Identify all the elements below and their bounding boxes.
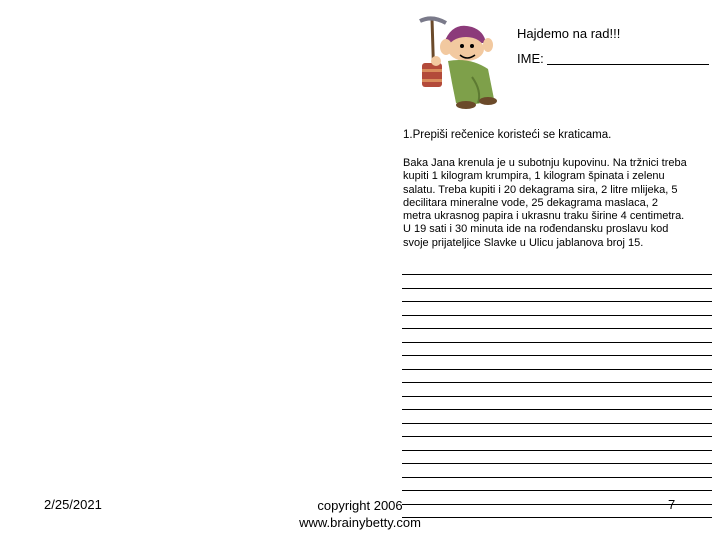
writing-line xyxy=(402,504,712,505)
writing-line xyxy=(402,369,712,370)
page-title: Hajdemo na rad!!! xyxy=(517,26,621,41)
writing-line xyxy=(402,423,712,424)
paragraph-line: salatu. Treba kupiti i 20 dekagrama sira, 2 litre mlijeka, 5 xyxy=(403,183,678,196)
paragraph-line: svoje prijateljice Slavke u Ulicu jablanova broj 15. xyxy=(403,236,644,249)
copyright-url: www.brainybetty.com xyxy=(299,515,421,530)
writing-line xyxy=(402,328,712,329)
writing-line xyxy=(402,436,712,437)
writing-line xyxy=(402,288,712,289)
footer-date: 2/25/2021 xyxy=(44,497,102,512)
paragraph-line: U 19 sati i 30 minuta ide na rođendansku proslavu kod xyxy=(403,223,669,236)
exercise-paragraph xyxy=(403,157,720,250)
paragraph-line: metra ukrasnog papira i ukrasnu traku širine 4 centimetra. xyxy=(403,210,685,223)
writing-line xyxy=(402,355,712,356)
writing-line xyxy=(402,450,712,451)
dwarf-illustration xyxy=(412,13,498,111)
copyright-text: copyright 2006 xyxy=(317,498,403,513)
writing-line xyxy=(402,463,712,464)
writing-line xyxy=(402,517,712,518)
page-number: 7 xyxy=(668,497,676,512)
paragraph-line: decilitara mineralne vode, 25 dekagrama maslaca, 2 xyxy=(403,196,658,209)
paragraph-line: kupiti 1 kilogram krumpira, 1 kilogram špinata i zelenu xyxy=(403,170,665,183)
name-fill-line xyxy=(547,64,709,65)
dwarf-with-pickaxe-icon xyxy=(412,13,498,111)
writing-line xyxy=(402,274,712,275)
writing-line xyxy=(402,477,712,478)
writing-line xyxy=(402,396,712,397)
writing-line xyxy=(402,490,712,491)
writing-line xyxy=(402,409,712,410)
footer-copyright xyxy=(292,497,428,531)
writing-line xyxy=(402,342,712,343)
paragraph-line: Baka Jana krenula je u subotnju kupovinu. Na tržnici treba xyxy=(403,157,687,169)
name-label: IME: xyxy=(517,51,544,66)
writing-line xyxy=(402,382,712,383)
exercise-instruction: 1.Prepiši rečenice koristeći se kraticama. xyxy=(403,129,612,141)
writing-line xyxy=(402,315,712,316)
writing-line xyxy=(402,301,712,302)
